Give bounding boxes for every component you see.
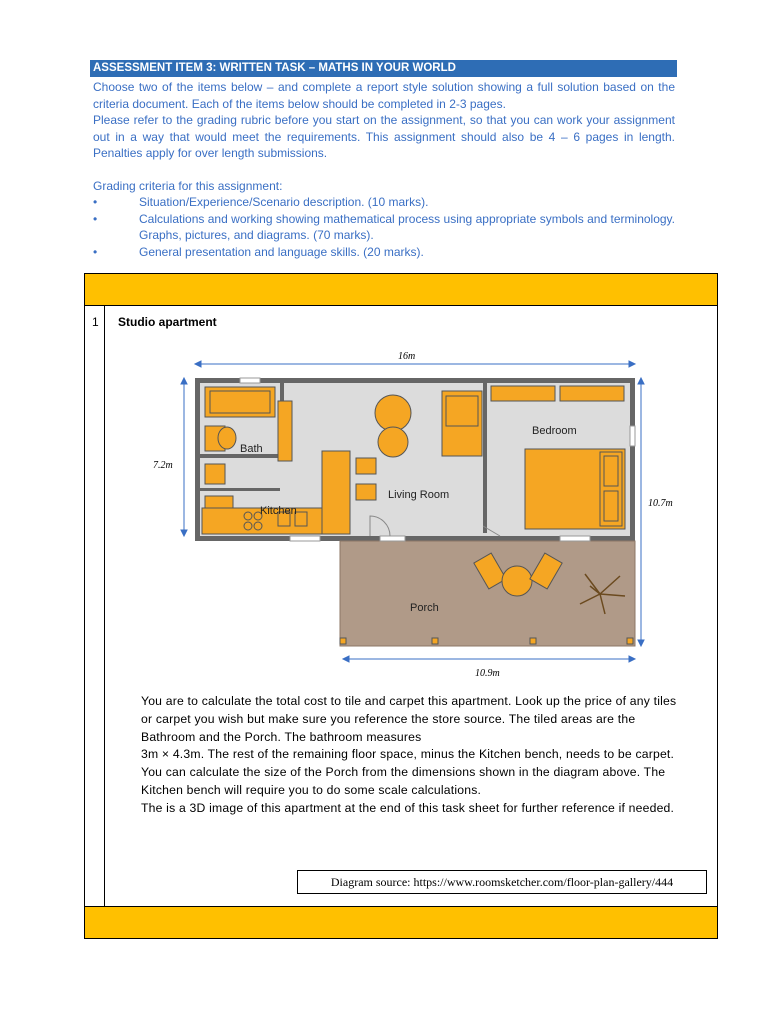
- dim-bottom-label: 10.9m: [475, 668, 500, 679]
- diagram-source: Diagram source: https://www.roomsketcher.com/floor-plan-gallery/444: [297, 870, 707, 894]
- dim-right-label: 10.7m: [648, 498, 673, 509]
- item-table: [84, 273, 718, 939]
- room-bath: Bath: [240, 443, 263, 455]
- assessment-header: ASSESSMENT ITEM 3: WRITTEN TASK – MATHS IN YOUR WORLD: [90, 60, 677, 77]
- room-porch: Porch: [410, 602, 439, 614]
- table-footer-bar: [85, 906, 717, 938]
- item-title: Studio apartment: [118, 315, 217, 329]
- dim-left-label: 7.2m: [153, 460, 173, 471]
- floor-plan-diagram: [153, 346, 673, 679]
- task-line-3: The is a 3D image of this apartment at the end of this task sheet for further reference if needed.: [141, 800, 675, 815]
- room-bedroom: Bedroom: [532, 425, 577, 437]
- task-line-2: 3m × 4.3m. The rest of the remaining floor space, minus the Kitchen bench, needs to be carpet. You can calculate the size of the Porch from the dimensions shown in the diagram above. The Kitchen bench will require you to do some scale calculations.: [141, 747, 675, 797]
- task-line-1: You are to calculate the total cost to tile and carpet this apartment. Look up the price of any tiles or carpet you wish but make sure you reference the store source. The tiled areas are the Bathroom and the Porch. The bathroom measures: [141, 694, 677, 744]
- intro-paragraph-2: Please refer to the grading rubric before you start on the assignment, so that you can work your assignment out in a way that would meet the requirements. This assignment should also be 4 – 6 pages in length. Penalties apply for over length submissions.: [93, 113, 675, 160]
- table-header-bar: [85, 274, 717, 306]
- criteria-item: • Calculations and working showing mathematical process using appropriate symbols and terminology. Graphs, pictures, and diagrams. (70 marks).: [93, 211, 675, 242]
- criteria-heading: Grading criteria for this assignment:: [93, 178, 283, 193]
- dim-top-label: 16m: [398, 351, 416, 362]
- criteria-item: • General presentation and language skills. (20 marks).: [93, 244, 424, 259]
- task-description: [141, 693, 686, 818]
- intro-paragraph-1: Choose two of the items below – and complete a report style solution showing a full solution based on the criteria document. Each of the items below should be completed in 2-3 pages.: [93, 80, 675, 111]
- intro-text: [93, 79, 675, 260]
- room-kitchen: Kitchen: [260, 505, 297, 517]
- room-living: Living Room: [388, 489, 450, 501]
- criteria-item: • Situation/Experience/Scenario description. (10 marks).: [93, 195, 429, 209]
- item-number: 1: [92, 315, 99, 329]
